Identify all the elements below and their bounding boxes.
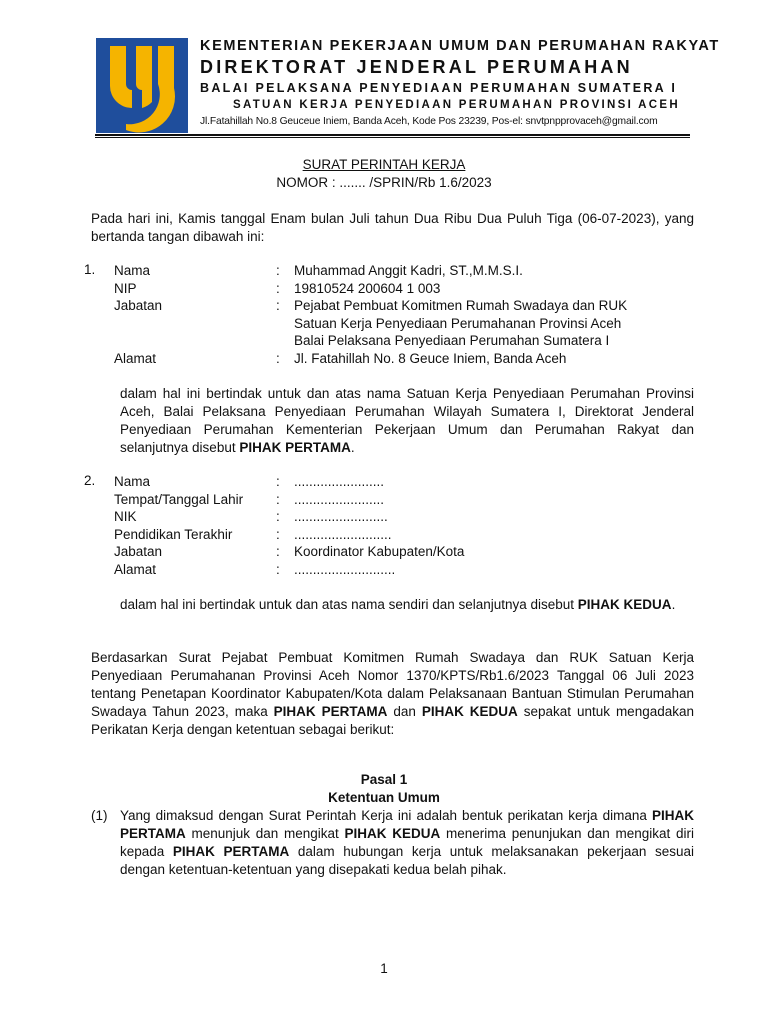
party2-field-value: ........................... <box>294 562 396 577</box>
letterhead-address: Jl.Fatahillah No.8 Geuceue Iniem, Banda Aceh, Kode Pos 23239, Pos-el: snvtpnpprovaceh@gmail.com <box>200 116 658 127</box>
party2-field-value: ........................ <box>294 474 385 489</box>
pihak-pertama-term: PIHAK PERTAMA <box>239 440 351 455</box>
page-number: 1 <box>380 961 388 976</box>
party1-colon: : <box>276 263 280 278</box>
article-heading: Pasal 1 <box>360 772 408 787</box>
party1-row <box>0 332 768 350</box>
party1-row <box>0 262 768 280</box>
party1-row <box>0 280 768 298</box>
letterhead-directorate: DIREKTORAT JENDERAL PERUMAHAN <box>200 57 633 77</box>
party1-description: dalam hal ini bertindak untuk dan atas nama Satuan Kerja Penyediaan Perumahan Provinsi Aceh, Balai Pelaksana Penyediaan Perumahan Wilayah Sumatera I, Direktorat Jenderal Penyediaan Perumahan Kementerian Pekerjaan Umum dan Perumahan Rakyat dan selanjutnya disebut PIHAK PERTAMA. <box>120 386 694 455</box>
party2-number: 2. <box>84 473 96 488</box>
party2-field-label: Nama <box>114 474 151 489</box>
party2-field-value: .......................... <box>294 526 392 542</box>
party1-field-value: 19810524 200604 1 003 <box>294 280 441 296</box>
party1-field-value: Balai Pelaksana Penyediaan Perumahan Sumatera I <box>294 333 610 349</box>
party2-field-value: ........................ <box>294 491 385 507</box>
party2-colon: : <box>276 509 280 525</box>
party1-row <box>0 350 768 368</box>
letterhead-rule-thin <box>95 137 690 138</box>
party1-field-value: Jl. Fatahillah No. 8 Geuce Iniem, Banda Aceh <box>294 351 567 366</box>
party2-field-label: Alamat <box>114 562 157 577</box>
party1-row <box>0 315 768 333</box>
party2-row <box>0 561 768 579</box>
party2-field-label: Tempat/Tanggal Lahir <box>114 491 244 507</box>
opening-paragraph: Pada hari ini, Kamis tanggal Enam bulan Juli tahun Dua Ribu Dua Puluh Tiga (06-07-2023), yang bertanda tangan dibawah ini: <box>91 211 694 244</box>
party2-row <box>0 508 768 526</box>
party2-colon: : <box>276 491 280 507</box>
pihak-kedua-term: PIHAK KEDUA <box>577 597 672 612</box>
party1-field-label: Nama <box>114 263 151 278</box>
letterhead <box>200 38 720 131</box>
article-item-number: (1) <box>91 808 108 823</box>
letterhead-rule-thick <box>95 134 690 136</box>
party2-colon: : <box>276 526 280 542</box>
party1-number: 1. <box>84 262 96 277</box>
party2-row <box>0 543 768 561</box>
party2-field-label: NIK <box>114 509 137 525</box>
party2-field-label: Pendidikan Terakhir <box>114 526 233 542</box>
party1-field-label: Alamat <box>114 351 157 366</box>
party2-colon: : <box>276 474 280 489</box>
party1-colon: : <box>276 298 280 314</box>
party1-field-value: Muhammad Anggit Kadri, ST.,M.M.S.I. <box>294 263 523 278</box>
party1-field-label: Jabatan <box>114 298 163 314</box>
party2-row <box>0 473 768 491</box>
party2-colon: : <box>276 562 280 577</box>
basis-paragraph: Berdasarkan Surat Pejabat Pembuat Komitmen Rumah Swadaya dan RUK Satuan Kerja Penyediaan Perumahanan Provinsi Aceh Nomor 1370/KPTS/Rb1.6/2023 Tanggal 06 Juli 2023 tentang Penetapan Koordinator Kabupaten/Kota dalam Pelaksanaan Bantuan Stimulan Perumahan Swadaya Tahun 2023, maka PIHAK PERTAMA dan PIHAK KEDUA sepakat untuk mengadakan Perikatan Kerja dengan ketentuan sebagai berikut: <box>91 650 694 737</box>
party2-field-value: ......................... <box>294 509 388 525</box>
party1-field-value: Pejabat Pembuat Komitmen Rumah Swadaya dan RUK <box>294 298 628 314</box>
document-number: NOMOR : ....... /SPRIN/Rb 1.6/2023 <box>276 175 492 190</box>
document-title: SURAT PERINTAH KERJA <box>302 157 466 172</box>
party2-row <box>0 491 768 509</box>
party2-colon: : <box>276 544 280 560</box>
letterhead-balai: BALAI PELAKSANA PENYEDIAAN PERUMAHAN SUMATERA I <box>200 81 678 95</box>
party1-field-value: Satuan Kerja Penyediaan Perumahanan Provinsi Aceh <box>294 315 622 331</box>
party2-field-value: Koordinator Kabupaten/Kota <box>294 544 465 560</box>
ministry-logo <box>96 38 188 133</box>
party1-colon: : <box>276 280 280 296</box>
party2-description: dalam hal ini bertindak untuk dan atas nama sendiri dan selanjutnya disebut PIHAK KEDUA. <box>120 597 676 612</box>
party1-field-label: NIP <box>114 280 137 296</box>
letterhead-satker: SATUAN KERJA PENYEDIAAN PERUMAHAN PROVINSI ACEH <box>233 99 680 111</box>
party1-row <box>0 297 768 315</box>
article-item-text: Yang dimaksud dengan Surat Perintah Kerja ini adalah bentuk perikatan kerja dimana PIHAK PERTAMA menunjuk dan mengikat PIHAK KEDUA menerima penunjukan dan mengikat diri kepada PIHAK PERTAMA dalam hubungan kerja untuk melaksanakan pekerjaan sesuai dengan ketentuan-ketentuan yang disepakati kedua belah pihak. <box>120 808 694 877</box>
party2-row <box>0 526 768 544</box>
party1-colon: : <box>276 351 280 366</box>
letterhead-ministry: KEMENTERIAN PEKERJAAN UMUM DAN PERUMAHAN RAKYAT <box>200 38 720 54</box>
party2-field-label: Jabatan <box>114 544 163 560</box>
article-subheading: Ketentuan Umum <box>328 790 440 805</box>
